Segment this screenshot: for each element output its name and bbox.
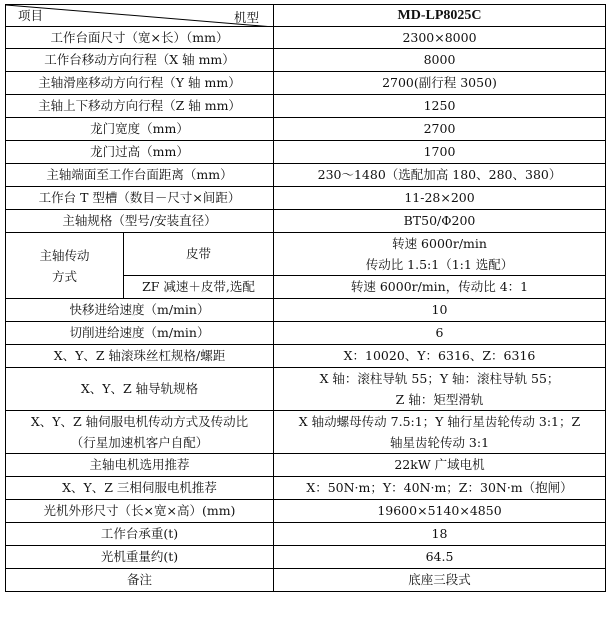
row-label: X、Y、Z 三相伺服电机推荐: [6, 477, 274, 500]
row-value: BT50/Φ200: [274, 210, 606, 233]
row-value: 11-28×200: [274, 187, 606, 210]
row-label: 快移进给速度（m/min）: [6, 299, 274, 322]
row-value: 230～1480（选配加高 180、280、380）: [274, 164, 606, 187]
table-row: [6, 322, 606, 345]
header-diagonal-cell: [6, 5, 274, 27]
table-row: [6, 299, 606, 322]
table-row: [6, 141, 606, 164]
row-label: 切削进给速度（m/min）: [6, 322, 274, 345]
transmission-label: [6, 233, 124, 299]
row-label: 主轴电机选用推荐: [6, 454, 274, 477]
row-value: 64.5: [274, 546, 606, 569]
row-value: 19600×5140×4850: [274, 500, 606, 523]
row-value: X：10020、Y：6316、Z：6316: [274, 345, 606, 368]
row-label: 主轴滑座移动方向行程（Y 轴 mm）: [6, 72, 274, 95]
belt-value: [274, 233, 606, 276]
table-row: [6, 345, 606, 368]
table-row: [6, 569, 606, 592]
transmission-label-line2: 方式: [51, 268, 77, 284]
table-row: [6, 49, 606, 72]
table-row: [6, 95, 606, 118]
row-label: 光机重量约(t): [6, 546, 274, 569]
row-value: 10: [274, 299, 606, 322]
row-value: 22kW 广域电机: [274, 454, 606, 477]
row-value: 1250: [274, 95, 606, 118]
header-row: [6, 5, 606, 27]
row-value: 2300×8000: [274, 27, 606, 49]
gear-value: 转速 6000r/min，传动比 4：1: [274, 276, 606, 299]
table-row: [6, 118, 606, 141]
servo-drive-value: [274, 411, 606, 454]
model-value: MD-LP8025C: [274, 5, 606, 27]
row-label: 龙门宽度（mm）: [6, 118, 274, 141]
row-value: 底座三段式: [274, 569, 606, 592]
row-label: 光机外形尺寸（长×宽×高）(mm): [6, 500, 274, 523]
belt-label: 皮带: [124, 233, 274, 276]
row-label: 工作台 T 型槽（数目－尺寸×间距）: [6, 187, 274, 210]
table-row: [6, 454, 606, 477]
row-value: 1700: [274, 141, 606, 164]
table-row: [6, 187, 606, 210]
guide-value-line2: Z 轴：矩型滑轨: [395, 392, 484, 407]
row-value: X：50N·m；Y：40N·m；Z：30N·m（抱闸）: [274, 477, 606, 500]
table-row: [6, 500, 606, 523]
table-row: [6, 210, 606, 233]
servo-drive-row: [6, 411, 606, 454]
transmission-row-belt: [6, 233, 606, 276]
model-header: 机型: [233, 10, 259, 25]
spec-sheet: [5, 4, 605, 592]
guide-value-line1: X 轴：滚柱导轨 55；Y 轴：滚柱导轨 55；: [319, 371, 560, 386]
row-label: 主轴规格（型号/安装直径）: [6, 210, 274, 233]
row-label: 工作台面尺寸（宽×长）（mm）: [6, 27, 274, 49]
row-label: 龙门过高（mm）: [6, 141, 274, 164]
row-value: 2700: [274, 118, 606, 141]
table-row: [6, 27, 606, 49]
table-row: [6, 523, 606, 546]
belt-value-line2: 传动比 1.5:1（1:1 选配）: [365, 257, 514, 272]
servo-drive-label: [6, 411, 274, 454]
guide-label: X、Y、Z 轴导轨规格: [6, 368, 274, 411]
spec-table: [5, 4, 606, 592]
servo-drive-label-line1: X、Y、Z 轴伺服电机传动方式及传动比: [30, 414, 249, 429]
row-value: 2700(副行程 3050): [274, 72, 606, 95]
row-label: 工作台承重(t): [6, 523, 274, 546]
row-label: X、Y、Z 轴滚珠丝杠规格/螺距: [6, 345, 274, 368]
table-row: [6, 546, 606, 569]
row-label: 备注: [6, 569, 274, 592]
row-value: 6: [274, 322, 606, 345]
row-label: 工作台移动方向行程（X 轴 mm）: [6, 49, 274, 72]
table-row: [6, 164, 606, 187]
item-header: 项目: [18, 8, 44, 23]
guide-value: [274, 368, 606, 411]
transmission-label-line1: 主轴传动: [39, 247, 90, 263]
servo-drive-value-line2: 轴星齿轮传动 3:1: [389, 435, 490, 450]
belt-value-line1: 转速 6000r/min: [392, 236, 487, 251]
gear-label: ZF 减速＋皮带,选配: [124, 276, 274, 299]
servo-drive-value-line1: X 轴动螺母传动 7.5:1；Y 轴行星齿轮传动 3:1；Z: [298, 414, 581, 429]
guide-row: [6, 368, 606, 411]
servo-drive-label-line2: （行星加速机客户自配）: [70, 435, 209, 450]
row-label: 主轴上下移动方向行程（Z 轴 mm）: [6, 95, 274, 118]
row-value: 8000: [274, 49, 606, 72]
row-label: 主轴端面至工作台面距离（mm）: [6, 164, 274, 187]
row-value: 18: [274, 523, 606, 546]
table-row: [6, 477, 606, 500]
table-row: [6, 72, 606, 95]
